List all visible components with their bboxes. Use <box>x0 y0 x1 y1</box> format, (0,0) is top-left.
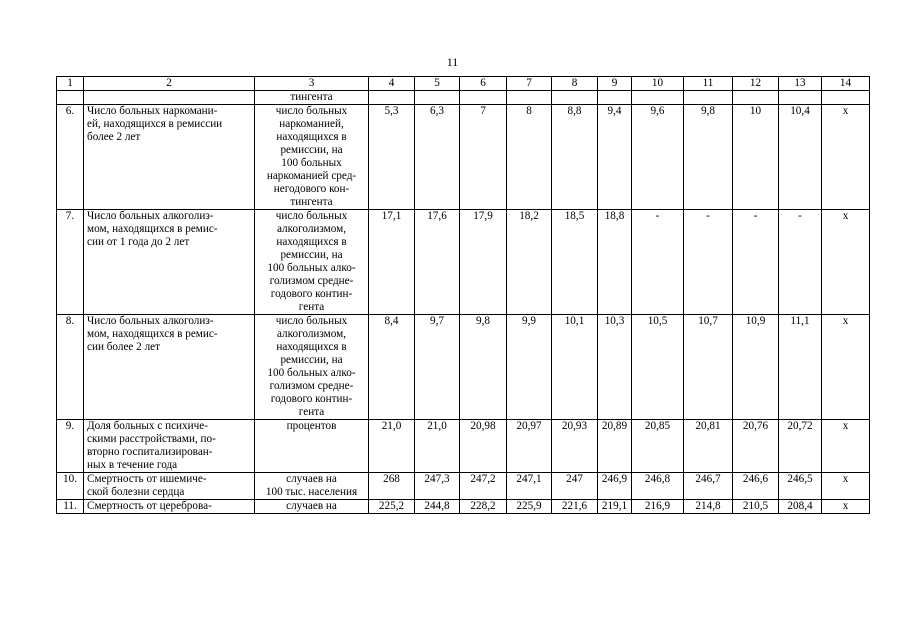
value-cell: - <box>779 210 822 315</box>
value-cell: - <box>733 210 779 315</box>
indicator-description <box>84 473 255 500</box>
value-cell: 9,8 <box>684 105 733 210</box>
unit-line: голизмом средне- <box>269 275 354 287</box>
value-cell: 10,9 <box>733 315 779 420</box>
indicator-description <box>84 315 255 420</box>
description-line: скими расстройствами, по- <box>87 433 216 445</box>
description-line: Смертность от ишемиче- <box>87 473 207 485</box>
description-line: Смертность от цереброва- <box>87 500 212 512</box>
unit-line: ремиссии, на <box>280 354 343 366</box>
value-cell: 11,1 <box>779 315 822 420</box>
value-cell: 8,4 <box>369 315 415 420</box>
indicator-description <box>84 105 255 210</box>
header-cell: 11 <box>684 77 733 91</box>
value-cell: 268 <box>369 473 415 500</box>
unit-line: годового контин- <box>270 288 353 300</box>
value-cell: 21,0 <box>415 420 460 473</box>
unit-line: число больных <box>275 105 348 117</box>
value-cell: 20,72 <box>779 420 822 473</box>
description-line: Число больных алкоголиз- <box>87 210 214 222</box>
value-cell: 246,6 <box>733 473 779 500</box>
unit-line: голизмом средне- <box>269 380 354 392</box>
value-cell: 20,98 <box>460 420 507 473</box>
value-cell: 20,76 <box>733 420 779 473</box>
description-line: мом, находящихся в ремис- <box>87 223 218 235</box>
unit-cell <box>255 473 369 500</box>
value-cell: 246,7 <box>684 473 733 500</box>
value-cell: 246,8 <box>632 473 684 500</box>
column-number-row <box>57 77 870 91</box>
value-cell: х <box>822 315 870 420</box>
description-line: более 2 лет <box>87 131 141 143</box>
description-line: ей, находящихся в ремиссии <box>87 118 223 130</box>
unit-line: процентов <box>286 420 337 432</box>
unit-line: число больных <box>275 210 348 222</box>
value-cell: 18,2 <box>507 210 552 315</box>
value-cell: 10,1 <box>552 315 598 420</box>
value-cell: 8 <box>507 105 552 210</box>
indicators-table <box>56 76 870 514</box>
value-cell: х <box>822 105 870 210</box>
page-number: 11 <box>446 55 459 69</box>
table-row <box>57 105 870 210</box>
empty-cell <box>684 91 733 105</box>
unit-line: случаев на <box>286 473 337 485</box>
value-cell: 225,2 <box>369 500 415 514</box>
unit-line: ремиссии, на <box>280 249 343 261</box>
unit-line: 100 больных алко- <box>267 262 356 274</box>
description-line: мом, находящихся в ремис- <box>87 328 218 340</box>
header-cell: 8 <box>552 77 598 91</box>
value-cell: 210,5 <box>733 500 779 514</box>
row-number: 10. <box>57 473 84 500</box>
indicator-description <box>84 420 255 473</box>
unit-line: находящихся в <box>276 131 347 143</box>
header-cell: 7 <box>507 77 552 91</box>
table-row <box>57 420 870 473</box>
header-cell: 2 <box>84 77 255 91</box>
value-cell: х <box>822 420 870 473</box>
unit-line: находящихся в <box>276 341 347 353</box>
unit-cell <box>255 105 369 210</box>
header-cell: 10 <box>632 77 684 91</box>
value-cell: 219,1 <box>598 500 632 514</box>
header-cell: 5 <box>415 77 460 91</box>
value-cell: 208,4 <box>779 500 822 514</box>
row-number: 11. <box>57 500 84 514</box>
value-cell: х <box>822 210 870 315</box>
row-number: 8. <box>57 315 84 420</box>
table-row <box>57 500 870 514</box>
header-cell: 14 <box>822 77 870 91</box>
value-cell: 247 <box>552 473 598 500</box>
header-cell: 1 <box>57 77 84 91</box>
empty-cell <box>552 91 598 105</box>
header-cell: 9 <box>598 77 632 91</box>
value-cell: 9,9 <box>507 315 552 420</box>
value-cell: 17,6 <box>415 210 460 315</box>
value-cell: 9,4 <box>598 105 632 210</box>
unit-line: 100 больных алко- <box>267 367 356 379</box>
unit-cell <box>255 210 369 315</box>
empty-cell <box>415 91 460 105</box>
value-cell: 6,3 <box>415 105 460 210</box>
description-line: ных в течение года <box>87 459 178 471</box>
unit-line: алкоголизмом, <box>276 223 347 235</box>
unit-cell <box>255 315 369 420</box>
value-cell: 246,9 <box>598 473 632 500</box>
unit-line: гента <box>298 301 325 313</box>
value-cell: 20,85 <box>632 420 684 473</box>
value-cell: 7 <box>460 105 507 210</box>
header-cell: 13 <box>779 77 822 91</box>
unit-line: негодового кон- <box>273 183 350 195</box>
value-cell: 221,6 <box>552 500 598 514</box>
unit-line: 100 больных <box>281 157 342 169</box>
unit-line: наркоманией сред- <box>266 170 357 182</box>
empty-cell <box>733 91 779 105</box>
unit-line: гента <box>298 406 325 418</box>
value-cell: 244,8 <box>415 500 460 514</box>
value-cell: 214,8 <box>684 500 733 514</box>
unit-line: ремиссии, на <box>280 144 343 156</box>
unit-line: число больных <box>275 315 348 327</box>
unit-cell <box>255 420 369 473</box>
description-line: Доля больных с психиче- <box>87 420 208 432</box>
empty-cell <box>84 91 255 105</box>
empty-cell <box>822 91 870 105</box>
continuation-row <box>57 91 870 105</box>
value-cell: 20,93 <box>552 420 598 473</box>
value-cell: 9,7 <box>415 315 460 420</box>
header-cell: 3 <box>255 77 369 91</box>
row-number: 6. <box>57 105 84 210</box>
empty-cell <box>779 91 822 105</box>
value-cell: 20,81 <box>684 420 733 473</box>
unit-cell: тингента <box>255 91 369 105</box>
unit-line: наркоманией, <box>279 118 344 130</box>
value-cell: 10,3 <box>598 315 632 420</box>
row-number: 9. <box>57 420 84 473</box>
value-cell: 9,8 <box>460 315 507 420</box>
value-cell: 5,3 <box>369 105 415 210</box>
unit-line: годового контин- <box>270 393 353 405</box>
value-cell: - <box>632 210 684 315</box>
value-cell: 247,1 <box>507 473 552 500</box>
value-cell: 10,7 <box>684 315 733 420</box>
empty-cell <box>57 91 84 105</box>
unit-line: тингента <box>290 196 333 208</box>
value-cell: 10,5 <box>632 315 684 420</box>
value-cell: 225,9 <box>507 500 552 514</box>
description-line: Число больных наркомани- <box>87 105 218 117</box>
value-cell: 10,4 <box>779 105 822 210</box>
value-cell: 247,2 <box>460 473 507 500</box>
value-cell: 21,0 <box>369 420 415 473</box>
header-cell: 12 <box>733 77 779 91</box>
empty-cell <box>507 91 552 105</box>
header-cell: 6 <box>460 77 507 91</box>
empty-cell <box>632 91 684 105</box>
indicator-description <box>84 500 255 514</box>
value-cell: 17,9 <box>460 210 507 315</box>
unit-line: случаев на <box>286 500 337 512</box>
description-line: сии от 1 года до 2 лет <box>87 236 190 248</box>
description-line: Число больных алкоголиз- <box>87 315 214 327</box>
description-line: сии более 2 лет <box>87 341 161 353</box>
table-row <box>57 315 870 420</box>
value-cell: 216,9 <box>632 500 684 514</box>
unit-line: 100 тыс. населения <box>265 486 358 498</box>
unit-line: находящихся в <box>276 236 347 248</box>
description-line: ской болезни сердца <box>87 486 185 498</box>
table-body <box>57 77 870 514</box>
table-row <box>57 210 870 315</box>
empty-cell <box>369 91 415 105</box>
value-cell: х <box>822 473 870 500</box>
unit-cell <box>255 500 369 514</box>
value-cell: 246,5 <box>779 473 822 500</box>
description-line: вторно госпитализирован- <box>87 446 213 458</box>
value-cell: - <box>684 210 733 315</box>
empty-cell <box>598 91 632 105</box>
value-cell: 8,8 <box>552 105 598 210</box>
row-number: 7. <box>57 210 84 315</box>
table-row <box>57 473 870 500</box>
header-cell: 4 <box>369 77 415 91</box>
indicator-description <box>84 210 255 315</box>
value-cell: х <box>822 500 870 514</box>
value-cell: 17,1 <box>369 210 415 315</box>
value-cell: 10 <box>733 105 779 210</box>
value-cell: 9,6 <box>632 105 684 210</box>
empty-cell <box>460 91 507 105</box>
value-cell: 20,89 <box>598 420 632 473</box>
unit-line: алкоголизмом, <box>276 328 347 340</box>
value-cell: 247,3 <box>415 473 460 500</box>
value-cell: 18,8 <box>598 210 632 315</box>
value-cell: 20,97 <box>507 420 552 473</box>
value-cell: 18,5 <box>552 210 598 315</box>
value-cell: 228,2 <box>460 500 507 514</box>
